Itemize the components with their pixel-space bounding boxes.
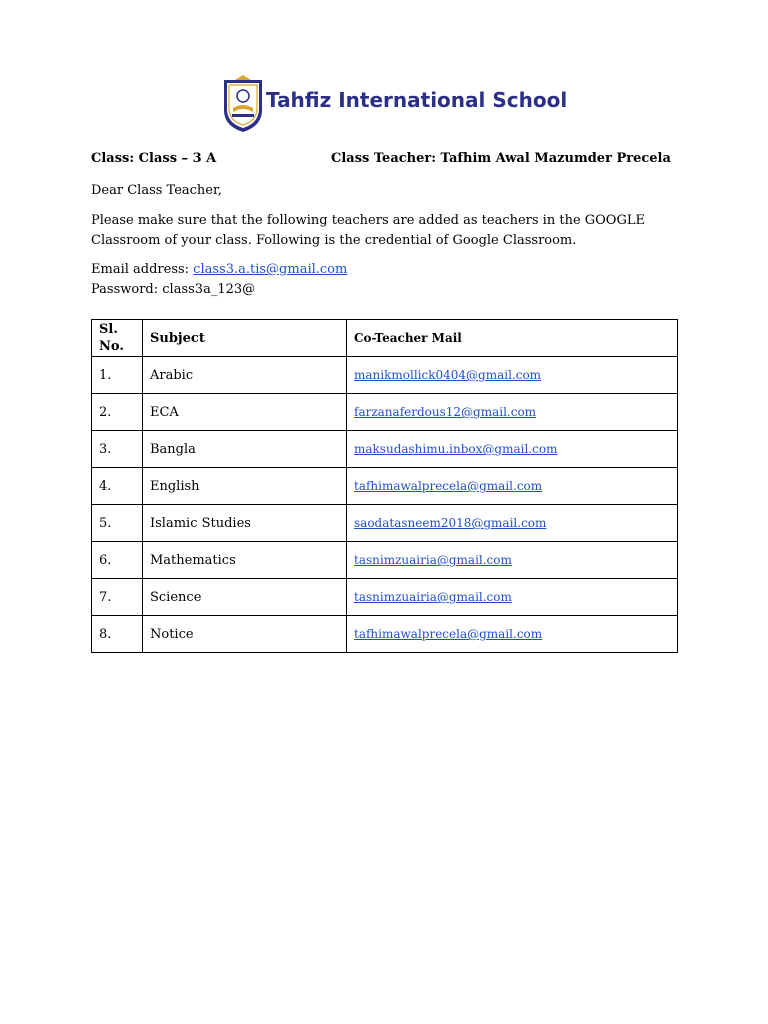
table-row (92, 579, 678, 616)
row-subject: ECA (143, 394, 347, 431)
row-sl: 1. (92, 357, 143, 394)
instructions-paragraph: Please make sure that the following teachers are added as teachers in the GOOGLE Classroom of your class. Following is the credential of Google Classroom. (91, 213, 645, 248)
table-row (92, 616, 678, 653)
row-subject: Mathematics (143, 542, 347, 579)
row-sl: 5. (92, 505, 143, 542)
co-teacher-table (91, 319, 678, 653)
header-subject: Subject (143, 320, 347, 357)
table-row (92, 468, 678, 505)
credentials-block (91, 260, 347, 300)
row-subject: Science (143, 579, 347, 616)
table-row (92, 505, 678, 542)
table-header-row (92, 320, 678, 357)
row-subject: Notice (143, 616, 347, 653)
table-row (92, 431, 678, 468)
email-label: Email address: (91, 262, 194, 277)
password-label: Password: (91, 282, 163, 297)
password-line (91, 280, 347, 300)
school-name: Tahfiz International School (266, 88, 568, 112)
row-mail-link[interactable]: tasnimzuairia@gmail.com (354, 553, 512, 567)
email-link[interactable]: class3.a.tis@gmail.com (193, 262, 348, 277)
row-mail-link[interactable]: maksudashimu.inbox@gmail.com (354, 442, 558, 456)
password-value: class3a_123@ (162, 282, 256, 297)
table-row (92, 394, 678, 431)
row-sl: 6. (92, 542, 143, 579)
row-mail-link[interactable]: tasnimzuairia@gmail.com (354, 590, 512, 604)
row-mail-link[interactable]: tafhimawalprecela@gmail.com (354, 479, 543, 493)
row-subject: Arabic (143, 357, 347, 394)
row-sl: 7. (92, 579, 143, 616)
class-label: Class: Class – 3 A (91, 151, 217, 166)
table-row (92, 542, 678, 579)
row-sl: 8. (92, 616, 143, 653)
class-teacher-label: Class Teacher: Tafhim Awal Mazumder Precela (331, 151, 671, 166)
header-sl-no: Sl. No. (92, 320, 143, 357)
header-co-teacher-mail: Co-Teacher Mail (347, 320, 678, 357)
row-sl: 2. (92, 394, 143, 431)
email-line (91, 260, 347, 280)
row-mail-link[interactable]: farzanaferdous12@gmail.com (354, 405, 537, 419)
greeting: Dear Class Teacher, (91, 183, 222, 198)
row-subject: Bangla (143, 431, 347, 468)
school-crest-icon (220, 74, 266, 134)
row-mail-link[interactable]: saodatasneem2018@gmail.com (354, 516, 547, 530)
row-sl: 3. (92, 431, 143, 468)
table-row (92, 357, 678, 394)
row-mail-link[interactable]: tafhimawalprecela@gmail.com (354, 627, 543, 641)
school-header (220, 74, 568, 134)
row-sl: 4. (92, 468, 143, 505)
row-subject: Islamic Studies (143, 505, 347, 542)
row-subject: English (143, 468, 347, 505)
row-mail-link[interactable]: manikmollick0404@gmail.com (354, 368, 542, 382)
